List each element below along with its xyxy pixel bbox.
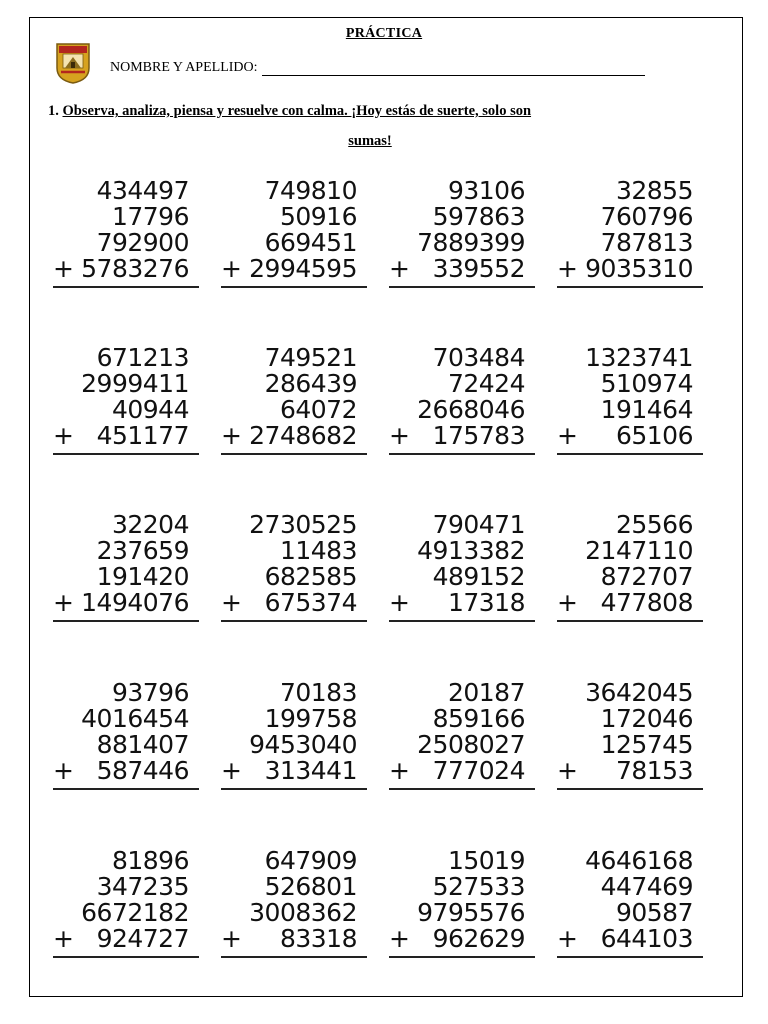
- addend: [557, 178, 703, 204]
- plus-sign: +: [53, 924, 74, 953]
- addend: [389, 538, 535, 564]
- addend: [557, 900, 703, 926]
- addend-value: 703484: [432, 343, 525, 372]
- plus-sign: +: [557, 924, 578, 953]
- addend-last: [389, 590, 535, 616]
- sum-line: [53, 620, 199, 622]
- addend-value: 2147110: [585, 536, 693, 565]
- addend: [53, 732, 199, 758]
- addend: [221, 564, 367, 590]
- addend: [557, 680, 703, 706]
- addend-last: [53, 256, 199, 282]
- addend-value: 675374: [264, 588, 357, 617]
- addend-value: 671213: [96, 343, 189, 372]
- addend: [53, 512, 199, 538]
- addition-problem: [53, 848, 199, 958]
- addend: [389, 848, 535, 874]
- addition-problem: [221, 178, 367, 288]
- addend-value: 3008362: [249, 898, 357, 927]
- plus-sign: +: [53, 756, 74, 785]
- addend-value: 3642045: [585, 678, 693, 707]
- addend: [389, 397, 535, 423]
- addend: [557, 706, 703, 732]
- addend-value: 2999411: [81, 369, 189, 398]
- addend-value: 787813: [600, 228, 693, 257]
- addend: [53, 848, 199, 874]
- addend: [557, 397, 703, 423]
- addend-value: 199758: [264, 704, 357, 733]
- addition-problem: [53, 680, 199, 790]
- addition-problem: [221, 680, 367, 790]
- addend-value: 64072: [279, 395, 357, 424]
- school-crest-icon: [55, 42, 91, 84]
- addend-value: 172046: [600, 704, 693, 733]
- addend-value: 749810: [264, 176, 357, 205]
- addend-last: [389, 256, 535, 282]
- addend-value: 191464: [600, 395, 693, 424]
- addition-problem: [389, 345, 535, 455]
- sum-line: [389, 453, 535, 455]
- addend-value: 90587: [615, 898, 693, 927]
- addend-value: 9035310: [585, 254, 693, 283]
- addend-value: 20187: [447, 678, 525, 707]
- addition-problem: [221, 848, 367, 958]
- addition-problem: [389, 680, 535, 790]
- plus-sign: +: [221, 588, 242, 617]
- addend: [221, 397, 367, 423]
- addend-value: 1494076: [81, 588, 189, 617]
- addend-last: [221, 926, 367, 952]
- addend: [389, 564, 535, 590]
- instruction: [48, 96, 668, 156]
- addend: [53, 680, 199, 706]
- addition-problem: [53, 512, 199, 622]
- instruction-number: 1.: [48, 103, 59, 119]
- addend: [389, 900, 535, 926]
- addend-value: 25566: [615, 510, 693, 539]
- plus-sign: +: [389, 588, 410, 617]
- plus-sign: +: [221, 254, 242, 283]
- addend: [53, 900, 199, 926]
- addend-value: 6672182: [81, 898, 189, 927]
- addend: [221, 680, 367, 706]
- plus-sign: +: [557, 756, 578, 785]
- addend-value: 125745: [600, 730, 693, 759]
- addend: [557, 732, 703, 758]
- addend-value: 924727: [96, 924, 189, 953]
- addition-problem: [389, 512, 535, 622]
- addend-value: 237659: [96, 536, 189, 565]
- addend: [221, 900, 367, 926]
- addend-value: 526801: [264, 872, 357, 901]
- sum-line: [53, 286, 199, 288]
- addend-value: 93106: [447, 176, 525, 205]
- addend-last: [221, 423, 367, 449]
- addend-value: 792900: [96, 228, 189, 257]
- addend: [221, 732, 367, 758]
- addend: [389, 178, 535, 204]
- addend-value: 669451: [264, 228, 357, 257]
- addition-problem: [389, 848, 535, 958]
- addend-last: [389, 423, 535, 449]
- sum-line: [221, 286, 367, 288]
- page-title: PRÁCTICA: [345, 26, 423, 41]
- name-input-line[interactable]: [262, 60, 645, 76]
- addition-problem: [557, 680, 703, 790]
- addend-value: 682585: [264, 562, 357, 591]
- addend: [389, 706, 535, 732]
- addend: [557, 874, 703, 900]
- addend-value: 2994595: [249, 254, 357, 283]
- sum-line: [53, 956, 199, 958]
- addend-value: 65106: [615, 421, 693, 450]
- addend-value: 647909: [264, 846, 357, 875]
- addend: [53, 204, 199, 230]
- addend-value: 17796: [111, 202, 189, 231]
- addend: [557, 512, 703, 538]
- addend-value: 286439: [264, 369, 357, 398]
- plus-sign: +: [557, 588, 578, 617]
- addend-last: [557, 256, 703, 282]
- addend-value: 4016454: [81, 704, 189, 733]
- addend-value: 434497: [96, 176, 189, 205]
- addend-value: 15019: [447, 846, 525, 875]
- plus-sign: +: [53, 588, 74, 617]
- addend: [53, 706, 199, 732]
- addend-last: [53, 758, 199, 784]
- addend: [557, 230, 703, 256]
- instruction-text-line1: Observa, analiza, piensa y resuelve con calma. ¡Hoy estás de suerte, solo son: [62, 103, 532, 119]
- addend-value: 447469: [600, 872, 693, 901]
- addend-last: [557, 423, 703, 449]
- addend-value: 2748682: [249, 421, 357, 450]
- addend: [557, 345, 703, 371]
- addend-value: 7889399: [417, 228, 525, 257]
- sum-line: [221, 620, 367, 622]
- sum-line: [557, 788, 703, 790]
- plus-sign: +: [221, 421, 242, 450]
- addend: [53, 564, 199, 590]
- addend: [389, 371, 535, 397]
- addend-value: 93796: [111, 678, 189, 707]
- addend-value: 2508027: [417, 730, 525, 759]
- addend: [389, 204, 535, 230]
- addend-value: 339552: [432, 254, 525, 283]
- addition-problem: [557, 178, 703, 288]
- addend-value: 50916: [279, 202, 357, 231]
- sum-line: [389, 788, 535, 790]
- instruction-text-line2: sumas!: [348, 133, 392, 149]
- addend-last: [557, 758, 703, 784]
- addend-last: [53, 590, 199, 616]
- addend-value: 81896: [111, 846, 189, 875]
- sum-line: [221, 956, 367, 958]
- addend: [389, 874, 535, 900]
- addition-problem: [557, 512, 703, 622]
- addend-value: 4646168: [585, 846, 693, 875]
- addend-value: 191420: [96, 562, 189, 591]
- addend: [53, 371, 199, 397]
- addend-value: 40944: [111, 395, 189, 424]
- addend-value: 790471: [432, 510, 525, 539]
- addend-value: 2730525: [249, 510, 357, 539]
- addend-value: 72424: [447, 369, 525, 398]
- addend: [221, 178, 367, 204]
- sum-line: [221, 788, 367, 790]
- addend: [221, 538, 367, 564]
- addend: [221, 204, 367, 230]
- addend-value: 760796: [600, 202, 693, 231]
- addend: [53, 345, 199, 371]
- addition-problem: [557, 345, 703, 455]
- addend-value: 527533: [432, 872, 525, 901]
- addend-value: 175783: [432, 421, 525, 450]
- sum-line: [53, 788, 199, 790]
- addend-value: 859166: [432, 704, 525, 733]
- addend-value: 451177: [96, 421, 189, 450]
- addend-value: 11483: [279, 536, 357, 565]
- addend-value: 313441: [264, 756, 357, 785]
- sum-line: [389, 956, 535, 958]
- addend-value: 644103: [600, 924, 693, 953]
- name-label: NOMBRE Y APELLIDO:: [110, 60, 258, 75]
- addend-last: [389, 926, 535, 952]
- addend: [389, 680, 535, 706]
- addend: [53, 178, 199, 204]
- addend-value: 881407: [96, 730, 189, 759]
- plus-sign: +: [389, 924, 410, 953]
- addend-value: 83318: [279, 924, 357, 953]
- addend: [389, 230, 535, 256]
- addend: [557, 538, 703, 564]
- addend-value: 749521: [264, 343, 357, 372]
- addend-value: 1323741: [585, 343, 693, 372]
- addend-value: 2668046: [417, 395, 525, 424]
- plus-sign: +: [221, 756, 242, 785]
- addend: [389, 512, 535, 538]
- addition-problem: [221, 512, 367, 622]
- addend-value: 32855: [615, 176, 693, 205]
- addend-value: 9795576: [417, 898, 525, 927]
- addend: [557, 848, 703, 874]
- addend: [221, 230, 367, 256]
- addend-value: 510974: [600, 369, 693, 398]
- sum-line: [557, 956, 703, 958]
- addend-last: [221, 256, 367, 282]
- addend: [389, 345, 535, 371]
- addend-value: 9453040: [249, 730, 357, 759]
- addition-problem: [53, 178, 199, 288]
- addend-value: 17318: [447, 588, 525, 617]
- addend: [53, 538, 199, 564]
- addend-last: [221, 590, 367, 616]
- addend: [557, 371, 703, 397]
- addend: [53, 397, 199, 423]
- addend-value: 5783276: [81, 254, 189, 283]
- plus-sign: +: [389, 756, 410, 785]
- addend: [221, 512, 367, 538]
- plus-sign: +: [389, 254, 410, 283]
- addition-problem: [221, 345, 367, 455]
- sum-line: [221, 453, 367, 455]
- addend-last: [389, 758, 535, 784]
- addend-value: 477808: [600, 588, 693, 617]
- addition-problem: [389, 178, 535, 288]
- plus-sign: +: [221, 924, 242, 953]
- sum-line: [557, 620, 703, 622]
- addend-last: [557, 590, 703, 616]
- addend: [53, 874, 199, 900]
- sum-line: [557, 453, 703, 455]
- addend-value: 587446: [96, 756, 189, 785]
- addend-value: 962629: [432, 924, 525, 953]
- addend: [221, 345, 367, 371]
- addend-value: 597863: [432, 202, 525, 231]
- plus-sign: +: [557, 421, 578, 450]
- addend-value: 70183: [279, 678, 357, 707]
- addend-value: 777024: [432, 756, 525, 785]
- plus-sign: +: [389, 421, 410, 450]
- addend: [557, 564, 703, 590]
- addition-problem: [557, 848, 703, 958]
- plus-sign: +: [53, 254, 74, 283]
- addend-last: [557, 926, 703, 952]
- sum-line: [389, 620, 535, 622]
- plus-sign: +: [53, 421, 74, 450]
- sum-line: [389, 286, 535, 288]
- addend-last: [53, 423, 199, 449]
- sum-line: [53, 453, 199, 455]
- addition-problem: [53, 345, 199, 455]
- addend-value: 32204: [111, 510, 189, 539]
- addend-value: 4913382: [417, 536, 525, 565]
- addend-value: 347235: [96, 872, 189, 901]
- sum-line: [557, 286, 703, 288]
- addend: [221, 706, 367, 732]
- addend-last: [221, 758, 367, 784]
- addend-value: 489152: [432, 562, 525, 591]
- addend: [221, 874, 367, 900]
- addend: [221, 848, 367, 874]
- addend-last: [53, 926, 199, 952]
- addend: [221, 371, 367, 397]
- addend: [557, 204, 703, 230]
- addend: [389, 732, 535, 758]
- addend-value: 78153: [615, 756, 693, 785]
- name-field: [110, 60, 645, 76]
- addend-value: 872707: [600, 562, 693, 591]
- plus-sign: +: [557, 254, 578, 283]
- addend: [53, 230, 199, 256]
